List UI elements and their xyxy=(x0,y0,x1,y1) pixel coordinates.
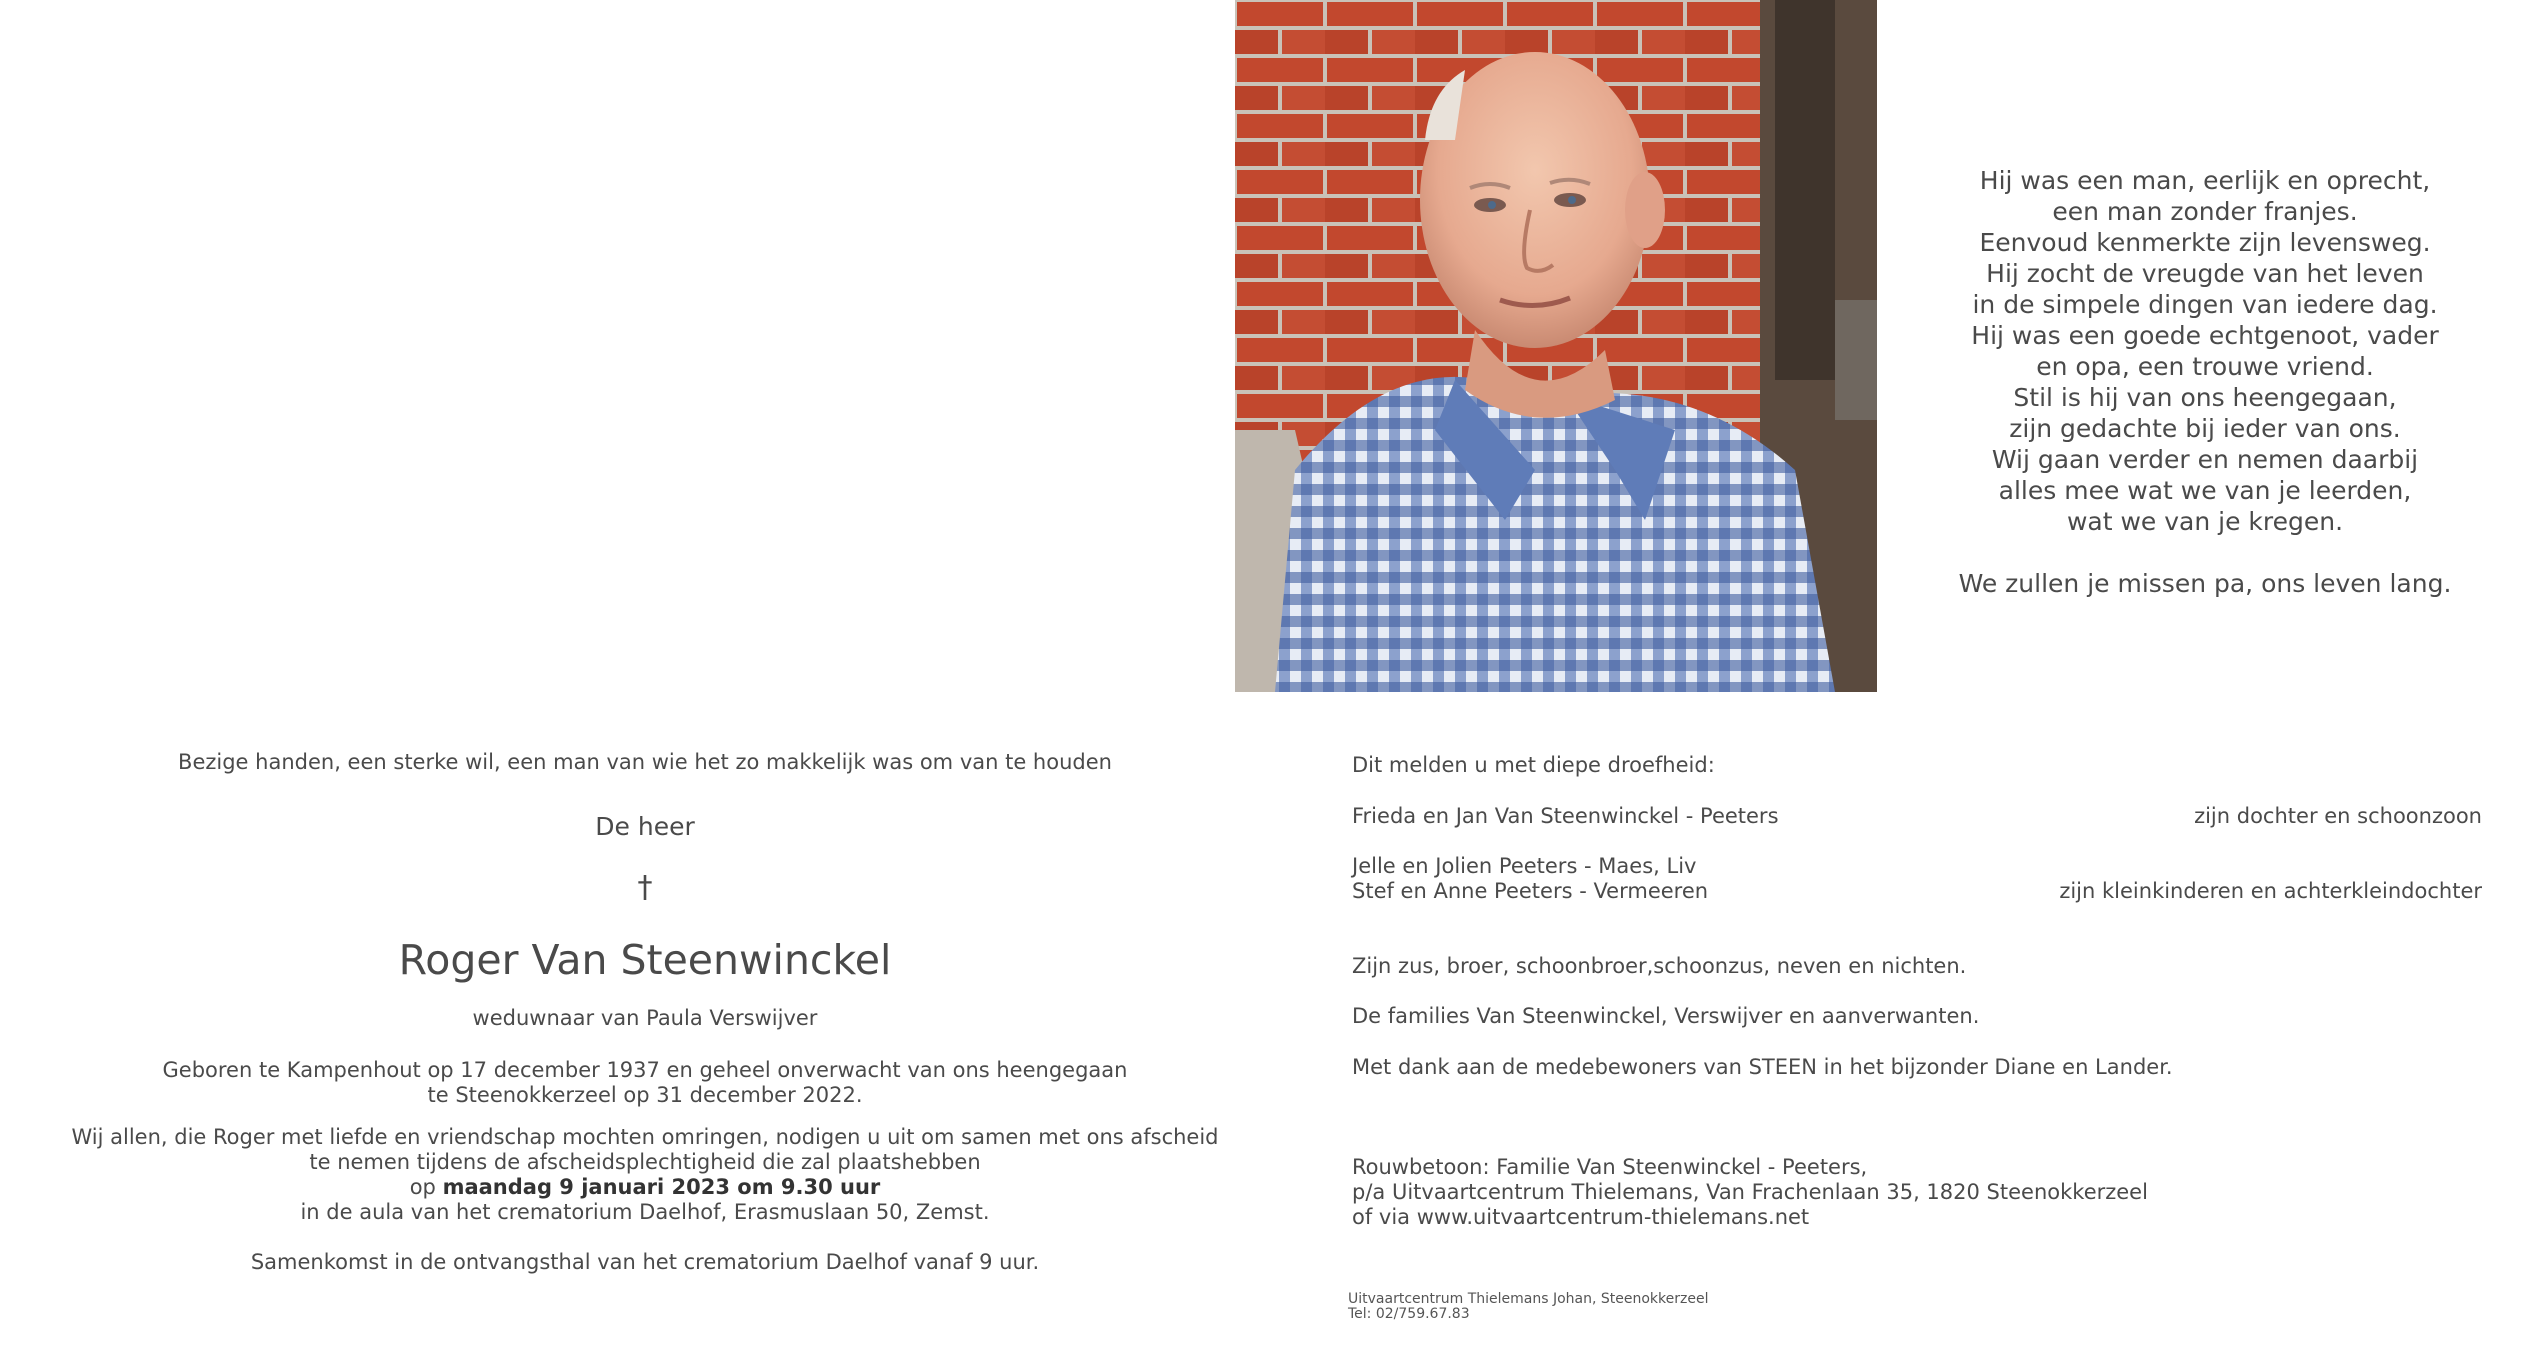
family-families: De families Van Steenwinckel, Verswijver en aanverwanten. xyxy=(1352,1004,1980,1028)
portrait-photo xyxy=(1235,0,1877,692)
poem-line: Hij was een goede echtgenoot, vader xyxy=(1971,321,2439,350)
invite-line: Wij allen, die Roger met liefde en vriendschap mochten omringen, nodigen u uit om samen met ons afscheid xyxy=(71,1125,1219,1149)
ceremony-date: maandag 9 januari 2023 om 9.30 uur xyxy=(442,1175,881,1199)
poem xyxy=(1880,165,2530,599)
condolence-line: Rouwbetoon: Familie Van Steenwinckel - Peeters, xyxy=(1352,1155,1868,1179)
poem-line: een man zonder franjes. xyxy=(2052,197,2358,226)
poem-line: Stil is hij van ons heengegaan, xyxy=(2013,383,2397,412)
poem-line: in de simpele dingen van iedere dag. xyxy=(1972,290,2438,319)
deceased-name: Roger Van Steenwinckel xyxy=(398,936,892,984)
invitation-paragraph xyxy=(60,1125,1230,1225)
condolence-website: of via www.uitvaartcentrum-thielemans.net xyxy=(1352,1205,1810,1229)
funeral-home-name: Uitvaartcentrum Thielemans Johan, Steenokkerzeel xyxy=(1348,1291,1709,1307)
family-grandchildren-2: Stef en Anne Peeters - Vermeeren xyxy=(1352,879,1709,903)
poem-line: wat we van je kregen. xyxy=(2066,507,2344,536)
funeral-home-footer xyxy=(1348,1292,1708,1322)
funeral-home-phone: Tel: 02/759.67.83 xyxy=(1348,1306,1470,1322)
family-grandchildren-1: Jelle en Jolien Peeters - Maes, Liv xyxy=(1352,854,1697,878)
invite-date-line xyxy=(60,1175,1230,1200)
poem-line: zijn gedachte bij ieder van ons. xyxy=(2009,414,2401,443)
birth-line: Geboren te Kampenhout op 17 december 1937 en geheel onverwacht van ons heengegaan xyxy=(162,1058,1128,1082)
condolence-address: p/a Uitvaartcentrum Thielemans, Van Frachenlaan 35, 1820 Steenokkerzeel xyxy=(1352,1180,2148,1204)
birth-death-paragraph xyxy=(60,1058,1230,1108)
poem-line: Eenvoud kenmerkte zijn levensweg. xyxy=(1979,228,2431,257)
cross-icon: † xyxy=(637,870,653,905)
thanks-line: Met dank aan de medebewoners van STEEN in het bijzonder Diane en Lander. xyxy=(1352,1055,2173,1079)
announcement-intro: Dit melden u met diepe droefheid: xyxy=(1352,753,1715,777)
invite-prefix: op xyxy=(409,1175,443,1199)
relation-daughter: zijn dochter en schoonzoon xyxy=(2194,804,2482,828)
invite-line: te nemen tijdens de afscheidsplechtigheid die zal plaatshebben xyxy=(309,1150,981,1174)
poem-line: Hij zocht de vreugde van het leven xyxy=(1986,259,2424,288)
relation-grandchildren: zijn kleinkinderen en achterkleindochter xyxy=(2059,879,2482,903)
family-daughter: Frieda en Jan Van Steenwinckel - Peeters xyxy=(1352,804,1779,828)
widower-line: weduwnaar van Paula Verswijver xyxy=(472,1006,818,1030)
poem-line: Wij gaan verder en nemen daarbij xyxy=(1991,445,2419,474)
poem-line: Hij was een man, eerlijk en oprecht, xyxy=(1979,166,2431,195)
death-line: te Steenokkerzeel op 31 december 2022. xyxy=(427,1083,863,1107)
poem-closing: We zullen je missen pa, ons leven lang. xyxy=(1958,569,2452,598)
poem-line: en opa, een trouwe vriend. xyxy=(2036,352,2374,381)
family-siblings: Zijn zus, broer, schoonbroer,schoonzus, neven en nichten. xyxy=(1352,954,1967,978)
motto: Bezige handen, een sterke wil, een man van wie het zo makkelijk was om van te houden xyxy=(178,750,1112,774)
invite-location: in de aula van het crematorium Daelhof, Erasmuslaan 50, Zemst. xyxy=(300,1200,990,1224)
poem-spacer xyxy=(1880,537,2530,568)
poem-line: alles mee wat we van je leerden, xyxy=(1998,476,2412,505)
honorific: De heer xyxy=(595,812,695,841)
meeting-line: Samenkomst in de ontvangsthal van het crematorium Daelhof vanaf 9 uur. xyxy=(250,1250,1040,1274)
